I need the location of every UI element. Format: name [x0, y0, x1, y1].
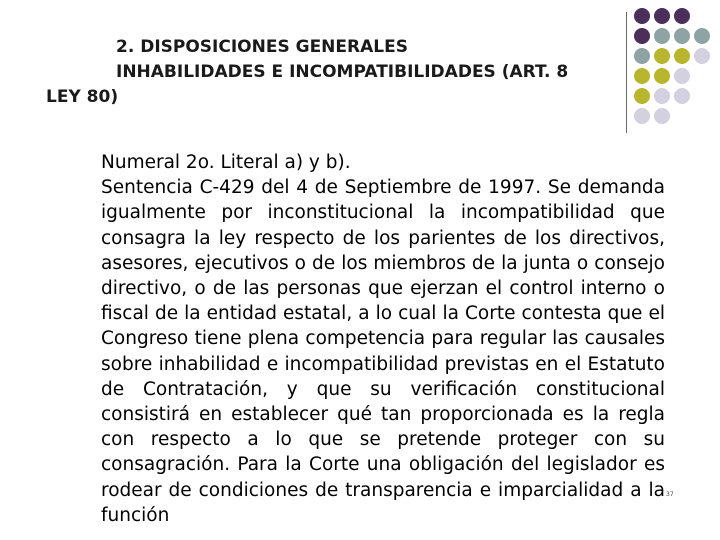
slide-body: [101, 150, 665, 528]
decorative-dot: [634, 48, 650, 64]
body-paragraph: Sentencia C-429 del 4 de Septiembre de 1997. Se demanda igualmente por inconstitucional la incompatibilidad que consagra la ley respecto de los parientes de los directivos, asesores, ejecutivos o de los miembros de la junta o consejo directivo, o de las personas que ejerzan el control interno o fiscal de la entidad estatal, a lo cual la Corte contesta que el Congreso tiene plena competencia para regular las causales sobre inhabilidad e incompatibilidad previstas en el Estatuto de Contratación, y que su verificación constitucional consistirá en establecer qué tan proporcionada es la regla con respecto a lo que se pretende proteger con su consagración. Para la Corte una obligación del legislador es rodear de condiciones de transparencia e imparcialidad a la función: [101, 177, 665, 526]
section-heading: Numeral 2o. Literal a) y b).: [101, 152, 351, 173]
decorative-dot: [654, 108, 670, 124]
decorative-dot: [634, 108, 650, 124]
decorative-dot: [674, 28, 690, 44]
decorative-dot: [674, 68, 690, 84]
decorative-dot: [694, 28, 710, 44]
decorative-dot-grid: [634, 8, 720, 128]
decorative-dot: [674, 8, 690, 24]
decorative-dot: [634, 88, 650, 104]
decorative-dot: [634, 28, 650, 44]
decorative-dot: [674, 88, 690, 104]
decorative-dot: [674, 48, 690, 64]
page-number: 37: [666, 491, 674, 498]
decorative-dot: [634, 8, 650, 24]
decorative-dot: [654, 48, 670, 64]
decorative-dot: [634, 68, 650, 84]
slide-title-line-1: 2. DISPOSICIONES GENERALES: [116, 37, 408, 57]
decorative-dot: [654, 88, 670, 104]
decorative-dot: [654, 68, 670, 84]
slide-title-line-3: LEY 80): [46, 87, 119, 107]
decorative-dot: [654, 28, 670, 44]
decorative-dot: [654, 8, 670, 24]
decorative-dot: [694, 48, 710, 64]
slide-title-line-2: INHABILIDADES E INCOMPATIBILIDADES (ART. 8: [116, 62, 569, 82]
decorative-divider-line: [626, 12, 627, 133]
